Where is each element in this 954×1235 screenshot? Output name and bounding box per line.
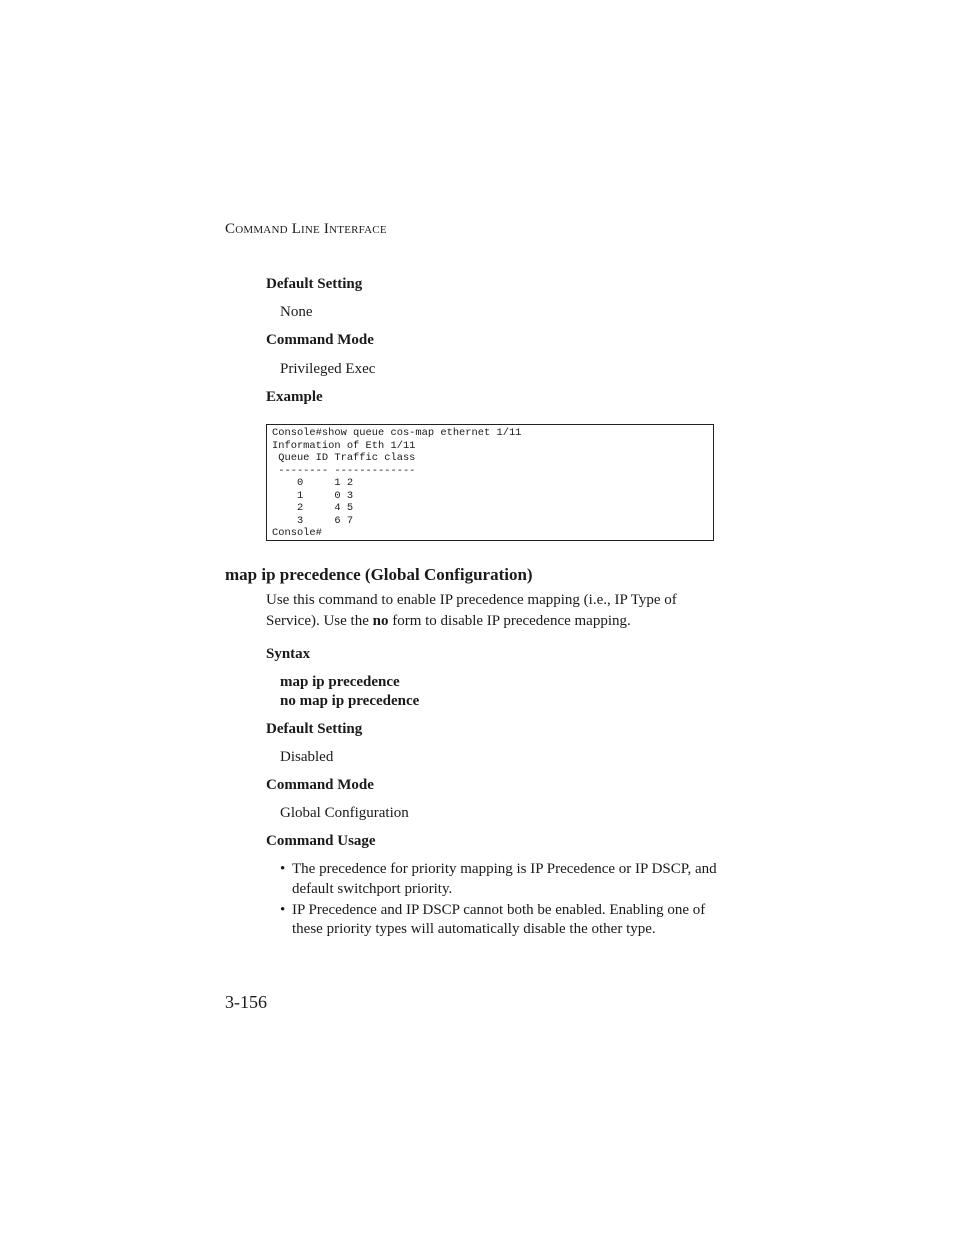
command-mode-heading: Command Mode bbox=[266, 332, 374, 348]
code-line: 3 6 7 bbox=[272, 514, 354, 527]
default-setting-heading: Default Setting bbox=[266, 276, 363, 292]
description-text: Use this command to enable IP precedence mapping (i.e., IP Type of Service). Use the bbox=[266, 592, 677, 629]
code-line: 2 4 5 bbox=[272, 502, 354, 514]
command-mode-value: Privileged Exec bbox=[280, 361, 376, 377]
example-heading: Example bbox=[266, 389, 323, 405]
syntax-heading: Syntax bbox=[266, 646, 311, 662]
running-head: Command Line Interface bbox=[225, 221, 387, 237]
command-usage-heading: Command Usage bbox=[266, 833, 376, 849]
list-item-text: The precedence for priority mapping is IP Precedence or IP DSCP, and default switchport priority. bbox=[292, 861, 717, 897]
code-line: Queue ID Traffic class bbox=[272, 452, 416, 464]
code-line: Information of Eth 1/11 bbox=[272, 439, 416, 452]
list-item bbox=[280, 901, 720, 940]
code-line: 0 1 2 bbox=[272, 477, 354, 489]
code-line: 1 0 3 bbox=[272, 489, 354, 502]
syntax-line-1: map ip precedence bbox=[280, 674, 400, 690]
example-code-box bbox=[266, 424, 714, 541]
page-number: 3-156 bbox=[225, 992, 267, 1012]
default-setting-value: None bbox=[280, 304, 313, 320]
command-usage-list bbox=[280, 860, 720, 941]
description-keyword: no bbox=[372, 613, 389, 629]
section-description bbox=[266, 590, 716, 632]
code-line: -------- ------------- bbox=[272, 464, 416, 477]
command-mode-value-2: Global Configuration bbox=[280, 805, 409, 821]
syntax-line-2: no map ip precedence bbox=[280, 693, 420, 709]
section-title: map ip precedence (Global Configuration) bbox=[225, 565, 533, 584]
code-line: Console# bbox=[272, 527, 322, 539]
list-item-text: IP Precedence and IP DSCP cannot both be enabled. Enabling one of these priority types will automatically disable the other type. bbox=[292, 901, 706, 937]
default-setting-heading-2: Default Setting bbox=[266, 721, 363, 737]
list-item bbox=[280, 860, 720, 899]
default-setting-value-2: Disabled bbox=[280, 749, 334, 765]
example-code bbox=[267, 425, 713, 540]
code-line: Console#show queue cos-map ethernet 1/11 bbox=[272, 427, 522, 439]
bullet-icon: • bbox=[280, 901, 286, 918]
bullet-icon: • bbox=[280, 861, 286, 877]
description-text-end: form to disable IP precedence mapping. bbox=[388, 613, 631, 629]
command-mode-heading-2: Command Mode bbox=[266, 777, 374, 793]
